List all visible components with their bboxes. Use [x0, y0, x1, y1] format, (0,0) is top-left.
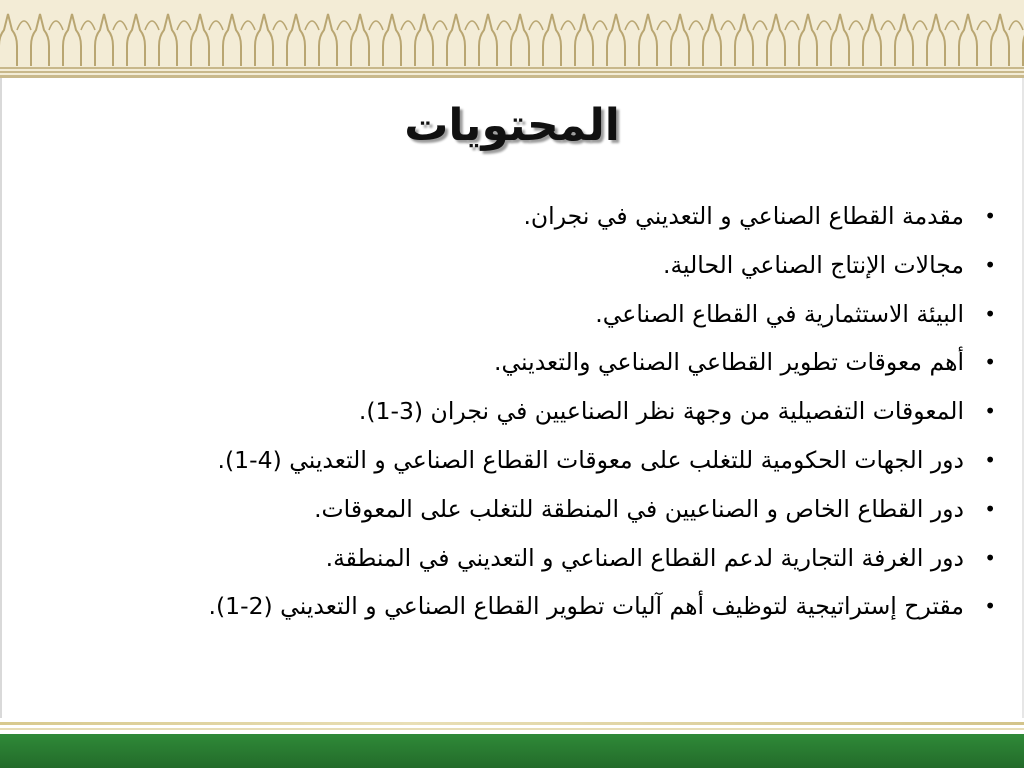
ornament-swoop	[945, 21, 959, 30]
ornament-swoop	[529, 21, 543, 30]
ornament-arch	[511, 14, 529, 66]
contents-item-text: دور القطاع الخاص و الصناعيين في المنطقة للتغلب على المعوقات.	[314, 494, 964, 523]
ornament-swoop	[817, 21, 831, 30]
contents-item-text: دور الجهات الحكومية للتغلب على معوقات القطاع الصناعي و التعديني (4-1).	[217, 445, 964, 474]
ornament-arch	[351, 14, 369, 66]
ornament-arch	[0, 14, 17, 66]
ornament-arch	[607, 14, 625, 66]
contents-item-text: مجالات الإنتاج الصناعي الحالية.	[662, 250, 964, 279]
left-edge-line	[0, 78, 2, 718]
ornament-swoop	[593, 21, 607, 30]
ornament-swoop	[849, 21, 863, 30]
contents-list-item	[34, 241, 996, 290]
ornament-arch	[63, 14, 81, 66]
bullet-icon: •	[984, 447, 996, 472]
contents-list-item	[34, 387, 996, 436]
ornament-arch	[671, 14, 689, 66]
bullet-icon: •	[984, 350, 996, 375]
ornament-swoop	[785, 21, 799, 30]
bullet-icon: •	[984, 545, 996, 570]
ornament-arch	[575, 14, 593, 66]
ornament-arch	[767, 14, 785, 66]
ornament-arch	[735, 14, 753, 66]
ornament-arch	[287, 14, 305, 66]
ornament-pattern	[0, 0, 1024, 76]
contents-item-text: مقترح إستراتيجية لتوظيف أهم آليات تطوير القطاع الصناعي و التعديني (2-1).	[208, 592, 964, 621]
contents-item-text: أهم معوقات تطوير القطاعي الصناعي والتعديني.	[494, 348, 964, 377]
ornament-arch	[159, 14, 177, 66]
ornament-swoop	[369, 21, 383, 30]
contents-list-item	[34, 436, 996, 485]
ornament-swoop	[17, 21, 31, 30]
ornament-arch	[639, 14, 657, 66]
ornament-swoop	[1009, 21, 1023, 30]
footer-gold-line	[0, 722, 1024, 725]
bullet-icon: •	[984, 252, 996, 277]
ornament-swoop	[977, 21, 991, 30]
ornament-swoop	[177, 21, 191, 30]
ornament-arch	[383, 14, 401, 66]
ornament-swoop	[273, 21, 287, 30]
ornament-arch	[703, 14, 721, 66]
slide-title: المحتويات	[404, 100, 620, 151]
ornament-arch	[31, 14, 49, 66]
ornament-swoop	[49, 21, 63, 30]
ornament-swoop	[657, 21, 671, 30]
ornament-swoop	[209, 21, 223, 30]
ornament-swoop	[625, 21, 639, 30]
ornament-arch	[479, 14, 497, 66]
ornament-arch	[991, 14, 1009, 66]
ornament-swoop	[113, 21, 127, 30]
ornament-swoop	[561, 21, 575, 30]
contents-item-text: مقدمة القطاع الصناعي و التعديني في نجران.	[523, 202, 964, 230]
ornament-arch	[191, 14, 209, 66]
bullet-icon: •	[984, 301, 996, 326]
ornament-arch	[831, 14, 849, 66]
contents-item-text: المعوقات التفصيلية من وجهة نظر الصناعيين في نجران (3-1).	[358, 397, 964, 426]
contents-list-item	[34, 290, 996, 339]
ornament-arch	[223, 14, 241, 66]
contents-list-item	[34, 582, 996, 631]
ornament-arch	[415, 14, 433, 66]
ornament-swoop	[337, 21, 351, 30]
ornament-swoop	[913, 21, 927, 30]
ornament-swoop	[753, 21, 767, 30]
ornament-swoop	[401, 21, 415, 30]
ornament-swoop	[433, 21, 447, 30]
bullet-icon: •	[984, 496, 996, 521]
ornament-swoop	[689, 21, 703, 30]
ornament-swoop	[305, 21, 319, 30]
ornament-swoop	[81, 21, 95, 30]
ornament-arch	[799, 14, 817, 66]
ornament-arch	[959, 14, 977, 66]
ornament-arch	[927, 14, 945, 66]
ornament-swoop	[145, 21, 159, 30]
footer-gold-thin-line	[0, 728, 1024, 730]
ornament-swoop	[241, 21, 255, 30]
ornament-swoop	[721, 21, 735, 30]
contents-list-item	[34, 485, 996, 534]
ornament-arch	[863, 14, 881, 66]
ornament-swoop	[497, 21, 511, 30]
footer-green-band	[0, 734, 1024, 768]
ornament-arch	[319, 14, 337, 66]
ornament-swoop	[465, 21, 479, 30]
contents-list	[34, 192, 996, 631]
ornament-arch	[543, 14, 561, 66]
contents-item-text: دور الغرفة التجارية لدعم القطاع الصناعي و التعديني في المنطقة.	[325, 543, 964, 572]
contents-list-item	[34, 534, 996, 583]
ornament-swoop	[881, 21, 895, 30]
ornament-arch	[95, 14, 113, 66]
ornament-arch	[895, 14, 913, 66]
contents-list-item	[34, 192, 996, 241]
bullet-icon: •	[984, 399, 996, 424]
ornament-arch	[447, 14, 465, 66]
bullet-icon: •	[984, 204, 996, 228]
contents-list-item	[34, 338, 996, 387]
header-ornament-band	[0, 0, 1024, 78]
bullet-icon: •	[984, 594, 996, 619]
ornament-arch	[255, 14, 273, 66]
contents-item-text: البيئة الاستثمارية في القطاع الصناعي.	[595, 299, 964, 328]
ornament-arch	[127, 14, 145, 66]
